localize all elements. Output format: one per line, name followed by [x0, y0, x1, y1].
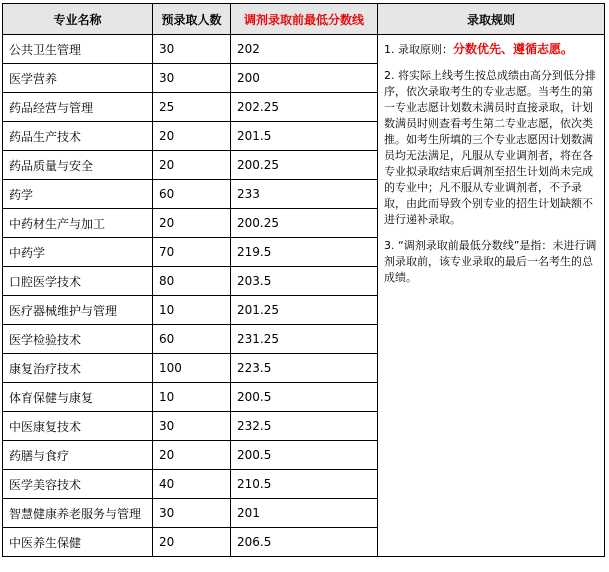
cell-score: 201 [231, 499, 378, 528]
cell-major: 医学检验技术 [3, 325, 153, 354]
cell-score: 206.5 [231, 528, 378, 557]
cell-major: 公共卫生管理 [3, 35, 153, 64]
rule-2: 2. 将实际上线考生按总成绩由高分到低分排序，依次录取考生的专业志愿。当考生的第一专业志愿计划数未满员时直接录取，计划数满员时则查看考生第二专业志愿，依次类推。如考生所填的三个专业志愿因计划数满员均无法满足，凡服从专业调剂者，将在各专业拟录取结束后调剂至招生计划尚未完成的专业中；凡不服从专业调剂者，不予录取，由此而导致个别专业的招生计划缺额不进行递补录取。 [384, 69, 596, 226]
cell-major: 中药材生产与加工 [3, 209, 153, 238]
rule-1-prefix: 1. 录取原则： [384, 43, 453, 56]
cell-major: 中医康复技术 [3, 412, 153, 441]
cell-quota: 20 [153, 151, 231, 180]
header-min-score: 调剂录取前最低分数线 [231, 4, 378, 35]
cell-major: 康复治疗技术 [3, 354, 153, 383]
cell-score: 200 [231, 64, 378, 93]
cell-quota: 70 [153, 238, 231, 267]
cell-score: 201.5 [231, 122, 378, 151]
cell-major: 药膳与食疗 [3, 441, 153, 470]
cell-quota: 100 [153, 354, 231, 383]
cell-score: 200.25 [231, 209, 378, 238]
cell-score: 202.25 [231, 93, 378, 122]
table-row [3, 35, 605, 64]
cell-major: 体育保健与康复 [3, 383, 153, 412]
cell-score: 200.5 [231, 441, 378, 470]
cell-major: 医学营养 [3, 64, 153, 93]
cell-quota: 20 [153, 122, 231, 151]
cell-quota: 30 [153, 64, 231, 93]
cell-quota: 40 [153, 470, 231, 499]
cell-score: 202 [231, 35, 378, 64]
cell-major: 口腔医学技术 [3, 267, 153, 296]
cell-score: 233 [231, 180, 378, 209]
cell-score: 203.5 [231, 267, 378, 296]
cell-major: 医疗器械维护与管理 [3, 296, 153, 325]
cell-quota: 20 [153, 528, 231, 557]
cell-quota: 60 [153, 325, 231, 354]
cell-quota: 30 [153, 35, 231, 64]
header-rules: 录取规则 [378, 4, 605, 35]
cell-quota: 10 [153, 296, 231, 325]
cell-quota: 30 [153, 499, 231, 528]
cell-score: 200.5 [231, 383, 378, 412]
cell-major: 中医养生保健 [3, 528, 153, 557]
cell-major: 药学 [3, 180, 153, 209]
rules-cell [378, 35, 605, 557]
admission-table [2, 3, 605, 557]
header-row [3, 4, 605, 35]
rule-1 [384, 41, 598, 58]
cell-quota: 10 [153, 383, 231, 412]
cell-score: 231.25 [231, 325, 378, 354]
header-quota: 预录取人数 [153, 4, 231, 35]
rule-3: 3. “调剂录取前最低分数线”是指：未进行调剂录取前，该专业录取的最后一名考生的总成绩。 [384, 239, 597, 284]
cell-major: 医学美容技术 [3, 470, 153, 499]
cell-quota: 20 [153, 441, 231, 470]
cell-quota: 60 [153, 180, 231, 209]
header-major: 专业名称 [3, 4, 153, 35]
cell-quota: 20 [153, 209, 231, 238]
cell-major: 药品质量与安全 [3, 151, 153, 180]
cell-quota: 25 [153, 93, 231, 122]
rule-1-emphasis: 分数优先、遵循志愿。 [453, 42, 574, 56]
cell-quota: 30 [153, 412, 231, 441]
cell-score: 223.5 [231, 354, 378, 383]
cell-major: 药品生产技术 [3, 122, 153, 151]
cell-score: 200.25 [231, 151, 378, 180]
cell-quota: 80 [153, 267, 231, 296]
cell-major: 药品经营与管理 [3, 93, 153, 122]
cell-score: 210.5 [231, 470, 378, 499]
cell-score: 232.5 [231, 412, 378, 441]
cell-score: 219.5 [231, 238, 378, 267]
cell-major: 中药学 [3, 238, 153, 267]
cell-score: 201.25 [231, 296, 378, 325]
cell-major: 智慧健康养老服务与管理 [3, 499, 153, 528]
